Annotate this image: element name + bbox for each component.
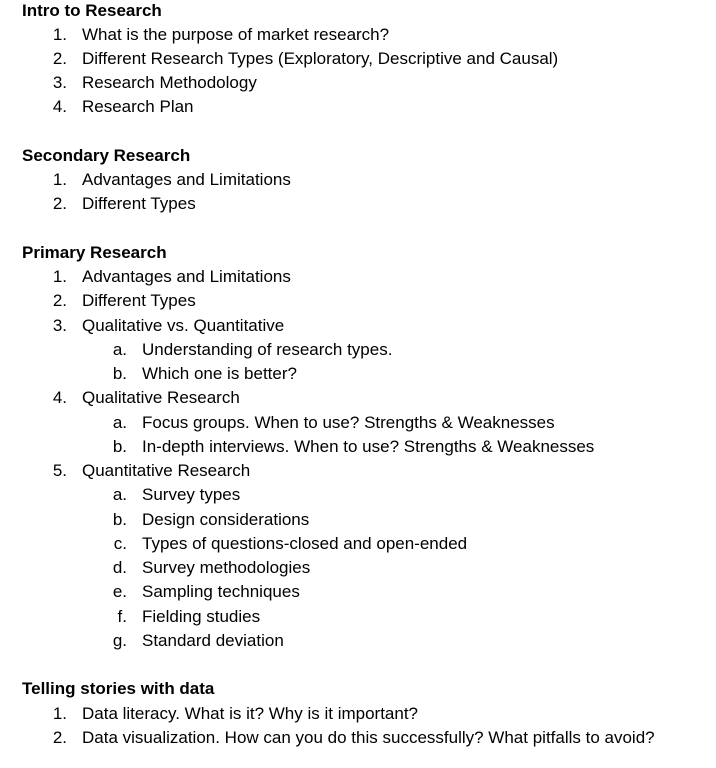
list-item-text: Different Research Types (Exploratory, Descriptive and Causal)	[82, 49, 559, 68]
list-marker: e.	[112, 582, 127, 601]
list-item-text: Data visualization. How can you do this successfully? What pitfalls to avoid?	[82, 728, 655, 747]
list-marker: 1.	[52, 170, 67, 189]
list-marker: a.	[112, 485, 127, 504]
list-marker: 3.	[52, 73, 67, 92]
list-marker: 5.	[52, 461, 67, 480]
list-item-text: Different Types	[82, 194, 196, 213]
list-marker: g.	[112, 631, 127, 650]
list-item-text: What is the purpose of market research?	[82, 25, 390, 44]
list-item-text: Qualitative vs. Quantitative	[82, 316, 285, 335]
list-marker: 2.	[52, 194, 67, 213]
list-marker: 2.	[52, 728, 67, 747]
list-marker: d.	[112, 558, 127, 577]
section-heading: Secondary Research	[22, 146, 191, 165]
list-item-text: Design considerations	[142, 510, 310, 529]
list-item-text: Research Plan	[82, 97, 194, 116]
list-item-text: Understanding of research types.	[142, 340, 393, 359]
list-marker: 4.	[52, 388, 67, 407]
list-marker: 3.	[52, 316, 67, 335]
list-item-text: Focus groups. When to use? Strengths & Weaknesses	[142, 413, 555, 432]
list-item-text: Sampling techniques	[142, 582, 300, 601]
list-item-text: In-depth interviews. When to use? Strengths & Weaknesses	[142, 437, 595, 456]
list-item-text: Fielding studies	[142, 607, 261, 626]
list-marker: 1.	[52, 704, 67, 723]
section-heading: Primary Research	[22, 243, 167, 262]
list-item-text: Qualitative Research	[82, 388, 240, 407]
list-marker: 2.	[52, 49, 67, 68]
list-item-text: Advantages and Limitations	[82, 170, 291, 189]
list-marker: a.	[112, 340, 127, 359]
list-marker: 1.	[52, 267, 67, 286]
list-item-text: Different Types	[82, 291, 196, 310]
section-heading: Intro to Research	[22, 1, 162, 20]
list-marker: a.	[112, 413, 127, 432]
list-item-text: Standard deviation	[142, 631, 284, 650]
list-marker: f.	[117, 607, 127, 626]
list-item-text: Data literacy. What is it? Why is it important?	[82, 704, 419, 723]
list-marker: 4.	[52, 97, 67, 116]
list-marker: c.	[113, 534, 127, 553]
section-heading: Telling stories with data	[22, 679, 215, 698]
list-item-text: Survey types	[142, 485, 241, 504]
list-marker: b.	[112, 364, 127, 383]
list-item-text: Types of questions-closed and open-ended	[142, 534, 468, 553]
list-marker: b.	[112, 510, 127, 529]
list-item-text: Research Methodology	[82, 73, 257, 92]
list-marker: 1.	[52, 25, 67, 44]
list-item-text: Advantages and Limitations	[82, 267, 291, 286]
list-item-text: Survey methodologies	[142, 558, 311, 577]
list-item-text: Which one is better?	[142, 364, 297, 383]
list-item-text: Quantitative Research	[82, 461, 251, 480]
list-marker: 2.	[52, 291, 67, 310]
list-marker: b.	[112, 437, 127, 456]
